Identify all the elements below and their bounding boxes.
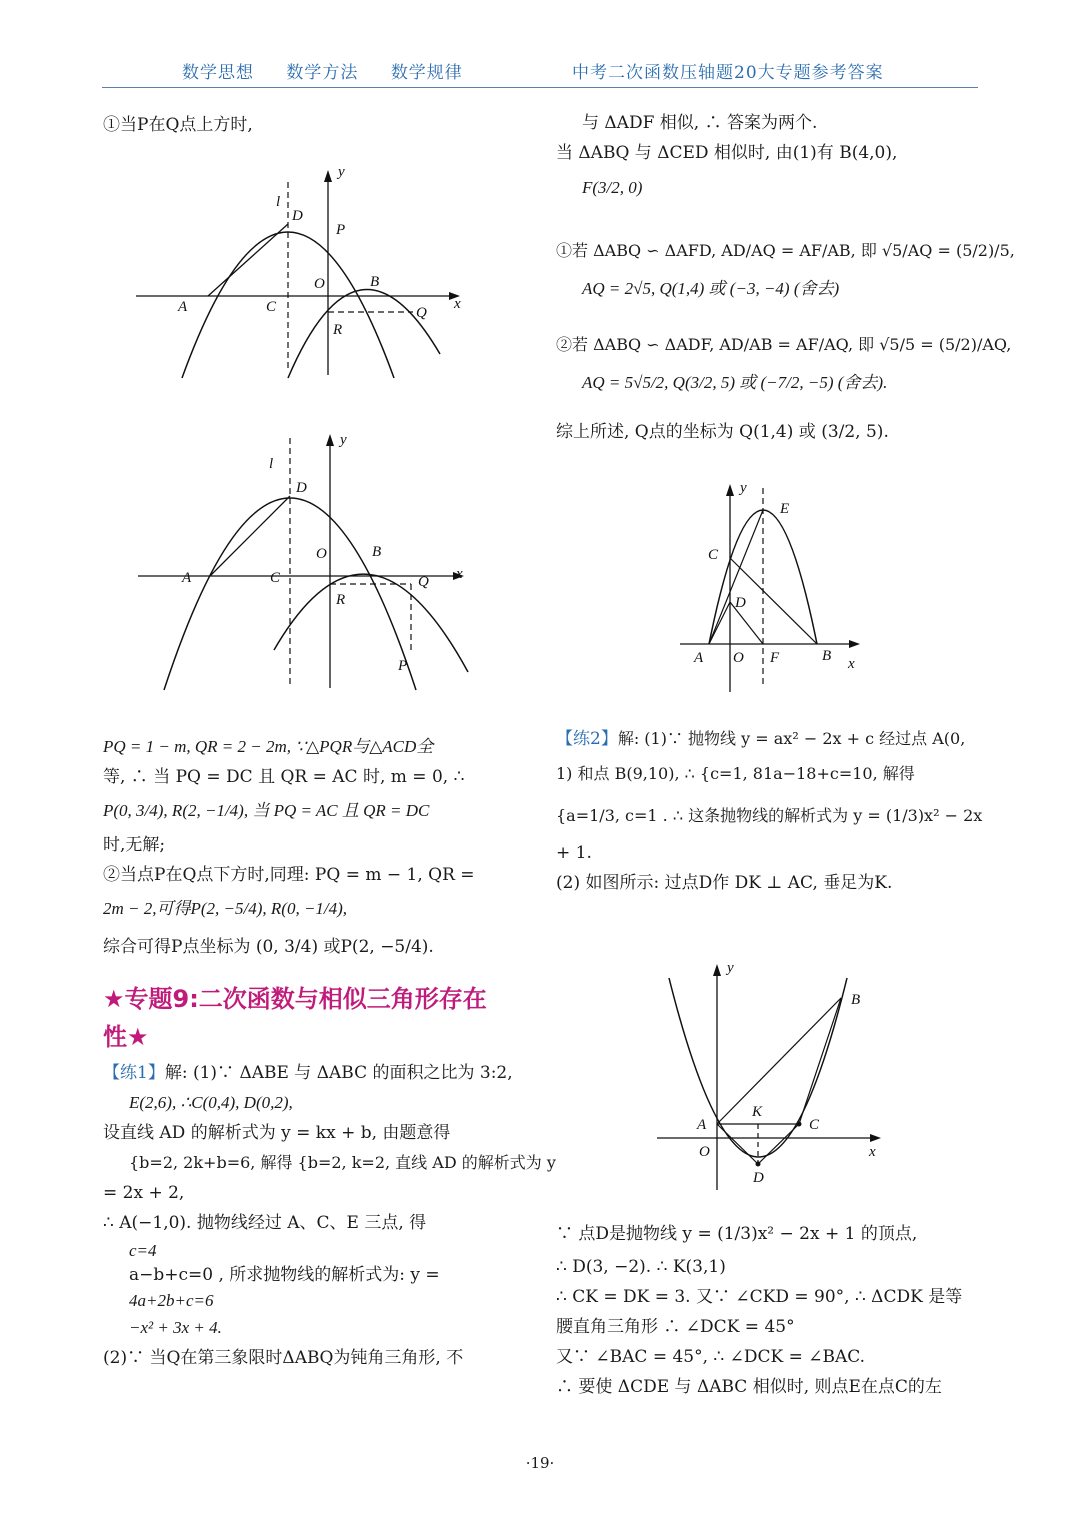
- fig-label: A: [697, 1117, 707, 1133]
- text-line: PQ = 1 − m, QR = 2 − 2m, ∵△PQR与△ACD全: [103, 737, 434, 756]
- fig-label: O: [733, 650, 744, 666]
- fig-label: P: [336, 222, 346, 238]
- text-line: a−b+c=0 , 所求抛物线的解析式为: y =: [129, 1265, 440, 1285]
- parabola: [669, 978, 847, 1157]
- segment-ad: [210, 496, 290, 576]
- segment-ad: [717, 1124, 758, 1164]
- header-divider: [102, 87, 978, 88]
- segment-ad: [709, 602, 730, 644]
- x-axis-arrow: [870, 1134, 881, 1142]
- y-axis-arrow: [324, 170, 332, 182]
- x-axis-arrow: [849, 640, 860, 648]
- y-axis-arrow: [726, 484, 734, 496]
- fig-label: C: [270, 570, 281, 586]
- topic-title: [103, 980, 533, 1056]
- topic-title-line: ★专题9:二次函数与相似三角形存在: [103, 985, 487, 1013]
- fig-label: C: [708, 547, 719, 563]
- text-line: ∵ 点D是抛物线 y = (1/3)x² − 2x + 1 的顶点,: [556, 1224, 918, 1244]
- text-line: ∴ 要使 ΔCDE 与 ΔABC 相似时, 则点E在点C的左: [556, 1377, 942, 1397]
- header-title: 中考二次函数压轴题20大专题参考答案: [572, 63, 884, 83]
- parabola-moved: [288, 290, 440, 378]
- fig-label: C: [266, 299, 277, 315]
- summary: [556, 414, 981, 450]
- text-line: 时,无解;: [103, 835, 166, 855]
- text-line: ∴ CK = DK = 3. 又∵ ∠CKD = 90°, ∴ ΔCDK 是等: [556, 1287, 963, 1307]
- text-line: = 2x + 2,: [103, 1183, 185, 1203]
- header-item: 数学方法: [286, 63, 359, 83]
- figure-1-graph: [130, 160, 475, 385]
- left-column-text: [103, 732, 528, 966]
- point-c: [797, 1122, 802, 1127]
- text-line: −x² + 3x + 4.: [129, 1318, 222, 1337]
- fig-label: B: [372, 544, 382, 560]
- text-line: 又∵ ∠BAC = 45°, ∴ ∠DCK = ∠BAC.: [556, 1347, 866, 1367]
- text-line: 4a+2b+c=6: [129, 1291, 214, 1310]
- segment-ab: [717, 998, 841, 1124]
- text-line: c=4: [129, 1241, 157, 1260]
- fig-label: x: [869, 1144, 876, 1160]
- text-line: ①若 ΔABQ ∽ ΔAFD, AD/AQ = AF/AB, 即 √5/AQ = (5/2)/5,: [556, 241, 1015, 260]
- text-line: 解: (1)∵ 抛物线 y = ax² − 2x + c 经过点 A(0,: [617, 729, 966, 748]
- header-left: [182, 58, 489, 83]
- fig-label: B: [370, 274, 380, 290]
- fig-label: x: [456, 566, 463, 582]
- text-line: E(2,6), ∴C(0,4), D(0,2),: [129, 1093, 293, 1112]
- text-line: 腰直角三角形 ∴ ∠DCK = 45°: [556, 1317, 795, 1337]
- practice-1: [103, 1058, 556, 1373]
- text-line: F(3/2, 0): [582, 178, 643, 197]
- text-line: + 1.: [556, 843, 592, 863]
- fig-label: P: [398, 658, 408, 674]
- text-line: AQ = 2√5, Q(1,4) 或 (−3, −4) (舍去): [582, 279, 840, 298]
- segment-ae: [709, 510, 763, 644]
- fig-label: D: [753, 1170, 764, 1186]
- text-line: 1) 和点 B(9,10), ∴ {c=1, 81a−18+c=10, 解得: [556, 764, 915, 783]
- text-line: 与 ΔADF 相似, ∴ 答案为两个.: [582, 113, 818, 133]
- text-line: ∴ A(−1,0). 抛物线经过 A、C、E 三点, 得: [103, 1213, 427, 1233]
- practice-tag: 【练2】: [556, 729, 618, 749]
- fig-label: D: [292, 208, 303, 224]
- practice-2: [556, 724, 981, 898]
- left-column: [103, 110, 528, 140]
- fig-label: Q: [416, 305, 427, 321]
- fig-label: R: [336, 592, 346, 608]
- figure-3-graph: [676, 478, 866, 696]
- text-line: ∴ D(3, −2). ∴ K(3,1): [556, 1257, 726, 1277]
- fig-label: D: [296, 480, 307, 496]
- fig-label: O: [316, 546, 327, 562]
- case-1: [556, 232, 1015, 308]
- practice-tag: 【练1】: [103, 1063, 165, 1083]
- segment-cb: [799, 998, 841, 1124]
- figure-2-graph: [130, 428, 475, 693]
- fig-label: Q: [418, 574, 429, 590]
- text-line: 综合可得P点坐标为 (0, 3/4) 或P(2, −5/4).: [103, 937, 434, 957]
- fig-label: y: [340, 432, 347, 448]
- fig-label: x: [454, 296, 461, 312]
- fig-label: O: [314, 276, 325, 292]
- case-2: [556, 326, 1012, 402]
- text-line: (2) 如图所示: 过点D作 DK ⊥ AC, 垂足为K.: [556, 873, 893, 893]
- y-axis-arrow: [713, 964, 721, 976]
- fig-label: l: [276, 194, 281, 210]
- point-d: [756, 1162, 761, 1167]
- text-line: AQ = 5√5/2, Q(3/2, 5) 或 (−7/2, −5) (舍去).: [582, 373, 888, 392]
- parabola-moved: [274, 574, 468, 672]
- fig-label: B: [851, 992, 861, 1008]
- y-axis-arrow: [326, 434, 334, 446]
- fig-label: E: [780, 501, 790, 517]
- text-line: 设直线 AD 的解析式为 y = kx + b, 由题意得: [103, 1123, 451, 1143]
- header-item: 数学思想: [182, 63, 254, 83]
- segment-ad: [208, 224, 288, 296]
- fig-label: A: [178, 299, 188, 315]
- page-number: ·19·: [525, 1454, 555, 1472]
- text-line: {b=2, 2k+b=6, 解得 {b=2, k=2, 直线 AD 的解析式为 y: [129, 1153, 556, 1172]
- fig-label: y: [740, 480, 747, 496]
- text-line: (2)∵ 当Q在第三象限时ΔABQ为钝角三角形, 不: [103, 1348, 464, 1368]
- text-line: 解: (1)∵ ΔABE 与 ΔABC 的面积之比为 3:2,: [164, 1063, 513, 1083]
- text-line: 2m − 2,可得P(2, −5/4), R(0, −1/4),: [103, 899, 348, 918]
- text-line: 当 ΔABQ 与 ΔCED 相似时, 由(1)有 B(4,0),: [556, 143, 898, 163]
- text-line: ②当点P在Q点下方时,同理: PQ = m − 1, QR =: [103, 865, 475, 885]
- header-item: 数学规律: [390, 63, 463, 83]
- case-intro: ①当P在Q点上方时,: [103, 115, 253, 135]
- fig-label: l: [269, 456, 274, 472]
- right-column-top: [556, 108, 981, 208]
- fig-label: y: [727, 960, 734, 976]
- fig-label: A: [182, 570, 192, 586]
- fig-label: D: [735, 595, 746, 611]
- fig-label: R: [333, 322, 343, 338]
- fig-label: K: [752, 1104, 763, 1120]
- fig-label: x: [848, 656, 855, 672]
- text-line: {a=1/3, c=1 . ∴ 这条抛物线的解析式为 y = (1/3)x² − 2x: [556, 806, 983, 825]
- practice-2-continued: [556, 1216, 981, 1402]
- fig-label: C: [809, 1117, 820, 1133]
- figure-4-graph: [655, 958, 885, 1193]
- text-line: ②若 ΔABQ ∽ ΔADF, AD/AB = AF/AQ, 即 √5/5 = (5/2)/AQ,: [556, 335, 1012, 354]
- text-line: 等, ∴ 当 PQ = DC 且 QR = AC 时, m = 0, ∴: [103, 767, 465, 787]
- fig-label: F: [770, 650, 780, 666]
- fig-label: y: [338, 164, 345, 180]
- fig-label: A: [694, 650, 704, 666]
- topic-title-line: 性★: [103, 1023, 149, 1051]
- fig-label: O: [699, 1144, 710, 1160]
- text-line: 综上所述, Q点的坐标为 Q(1,4) 或 (3/2, 5).: [556, 422, 889, 442]
- text-line: P(0, 3/4), R(2, −1/4), 当 PQ = AC 且 QR = DC: [103, 801, 430, 820]
- segment-dc: [758, 1124, 799, 1164]
- fig-label: B: [822, 648, 832, 664]
